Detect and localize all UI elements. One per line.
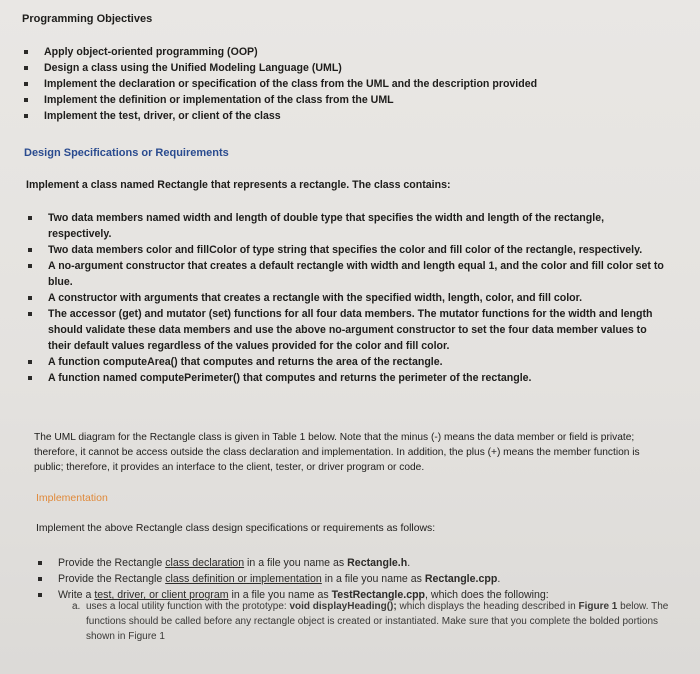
implementation-list [58,555,678,603]
objective-item: Apply object-oriented programming (OOP) [44,44,664,60]
implementation-item: Write a test, driver, or client program in a file you name as TestRectangle.cpp, which does the following: [58,587,678,603]
objectives-heading: Programming Objectives [22,13,153,25]
objective-item: Implement the declaration or specification of the class from the UML and the description provided [44,76,664,92]
requirement-item: The accessor (get) and mutator (set) functions for all four data members. The mutator functions for the width and length should validate these data members and use the above no-argument constructor to set the four data member values to their default values regardless of the values provided for the color and fill color. [48,306,670,354]
objective-item: Implement the definition or implementation of the class from the UML [44,92,664,108]
implementation-intro: Implement the above Rectangle class design specifications or requirements as follows: [36,523,436,534]
sub-item-a: a. uses a local utility function with the prototype: void displayHeading(); which displays the heading described in Figure 1 below. The functions should be called before any rectangle object is created or instantiated. Make sure that you complete the bolded portions shown in Figure 1 [72,601,669,642]
implementation-heading: Implementation [36,492,108,504]
requirements-list [48,210,670,386]
requirement-item: A function named computePerimeter() that computes and returns the perimeter of the rectangle. [48,370,670,386]
class-declaration-link: class declaration [165,557,245,569]
design-intro: Implement a class named Rectangle that represents a rectangle. The class contains: [26,179,451,191]
requirement-item: A constructor with arguments that creates a rectangle with the specified width, length, color, and fill color. [48,290,670,306]
requirement-item: A no-argument constructor that creates a default rectangle with width and length equal 1, and the color and fill color set to blue. [48,258,670,290]
class-definition-link: class definition or implementation [165,573,322,585]
objectives-list [44,44,664,124]
objective-item: Implement the test, driver, or client of the class [44,108,664,124]
requirement-item: Two data members named width and length of double type that specifies the width and length of the rectangle, respectively. [48,210,670,242]
objective-item: Design a class using the Unified Modeling Language (UML) [44,60,664,76]
implementation-item: Provide the Rectangle class declaration in a file you name as Rectangle.h. [58,555,678,571]
requirement-item: Two data members color and fillColor of type string that specifies the color and fill color of the rectangle, respectively. [48,242,670,258]
design-heading: Design Specifications or Requirements [24,147,229,159]
uml-note: The UML diagram for the Rectangle class is given in Table 1 below. Note that the minus (-) means the data member or field is private; therefore, it cannot be access outside the class declaration and implementation. In addition, the plus (+) means the member function is public; therefore, it provides an interface to the client, tester, or driver program or code. [34,432,640,473]
requirement-item: A function computeArea() that computes and returns the area of the rectangle. [48,354,670,370]
test-driver-link: test, driver, or client program [94,589,229,601]
sub-item-letter: a. [72,601,81,612]
implementation-item: Provide the Rectangle class definition or implementation in a file you name as Rectangle.cpp. [58,571,678,587]
